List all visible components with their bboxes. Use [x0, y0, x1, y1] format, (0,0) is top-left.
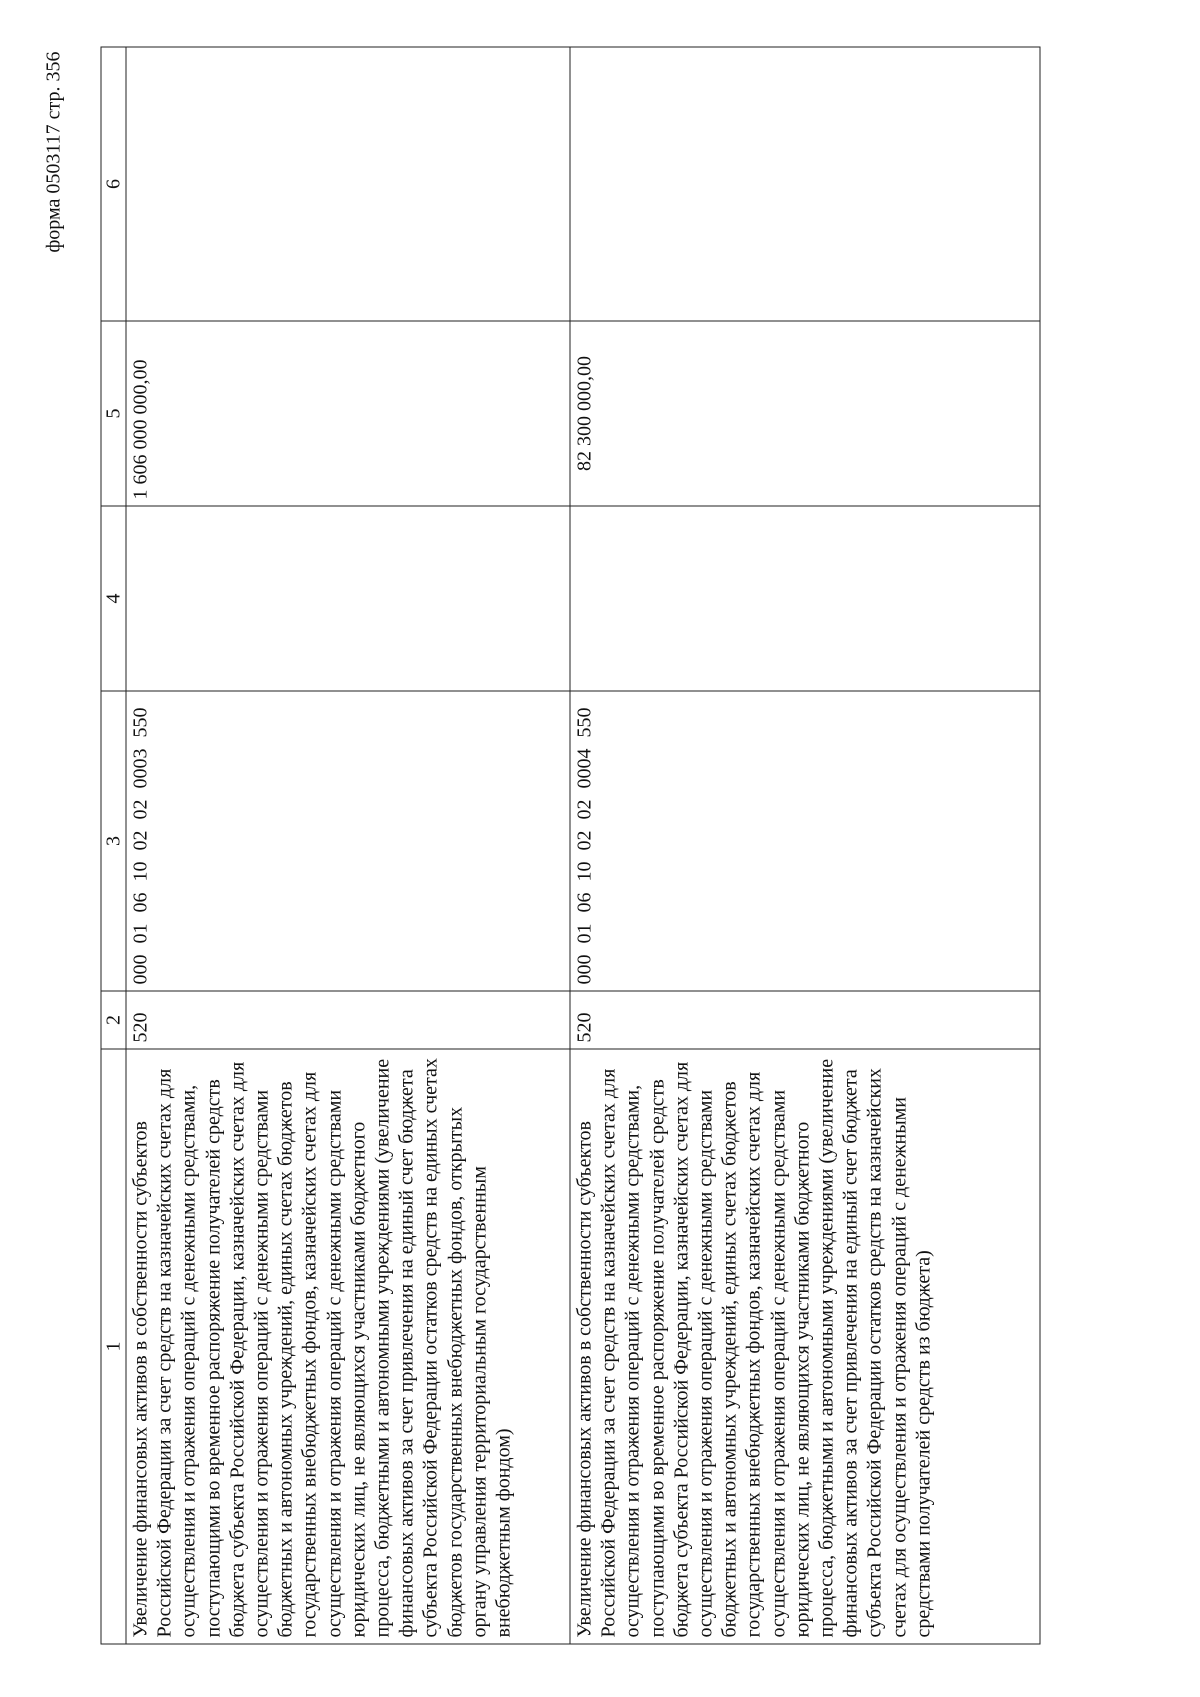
table-row — [570, 47, 1040, 1644]
row-col4-value — [126, 506, 570, 691]
column-header-5: 5 — [101, 321, 126, 506]
column-header-2: 2 — [101, 991, 126, 1049]
row-amount: 82 300 000,00 — [570, 321, 1040, 506]
row-budget-code: 000 01 06 10 02 02 0004 550 — [570, 691, 1040, 991]
column-header-3: 3 — [101, 691, 126, 991]
column-header-6: 6 — [101, 47, 126, 321]
form-reference: форма 0503117 стр. 356 — [42, 51, 65, 253]
row-line-code: 520 — [570, 991, 1040, 1049]
report-table — [101, 47, 1041, 1645]
rotated-sheet — [1, 0, 1200, 1697]
row-line-code: 520 — [126, 991, 570, 1049]
table-row — [126, 47, 570, 1644]
row-col6-value — [570, 47, 1040, 321]
column-header-1: 1 — [101, 1049, 126, 1644]
row-description: Увеличение финансовых активов в собственности субъектов Российской Федерации за счет средств на казначейских счетах для осуществления и отражения операций с денежными средствами, поступающими во временное распоряжение получателей средств бюджета субъекта Российской Федерации, казначейских счетах для осуществления и отражения операций с денежными средствами бюджетных и автономных учреждений, единых счетах бюджетов государственных внебюджетных фондов, казначейских счетах для осуществления и отражения операций с денежными средствами юридических лиц, не являющихся участниками бюджетного процесса, бюджетными и автономными учреждениями (увеличение финансовых активов за счет привлечения на единый счет бюджета субъекта Российской Федерации остатков средств на казначейских счетах для осуществления и отражения операций с денежными средствами получателей средств из бюджета) — [570, 1049, 1040, 1644]
row-col4-value — [570, 506, 1040, 691]
row-description: Увеличение финансовых активов в собственности субъектов Российской Федерации за счет средств на казначейских счетах для осуществления и отражения операций с денежными средствами, поступающими во временное распоряжение получателей средств бюджета субъекта Российской Федерации, казначейских счетах для осуществления и отражения операций с денежными средствами бюджетных и автономных учреждений, единых счетах бюджетов государственных внебюджетных фондов, казначейских счетах для осуществления и отражения операций с денежными средствами юридических лиц, не являющихся участниками бюджетного процесса, бюджетными и автономными учреждениями (увеличение финансовых активов за счет привлечения на единый счет бюджета субъекта Российской Федерации остатков средств на единых счетах бюджетов государственных внебюджетных фондов, открытых органу управления территориальным государственным внебюджетным фондом) — [126, 1049, 570, 1644]
column-header-row — [101, 47, 126, 1644]
column-header-4: 4 — [101, 506, 126, 691]
row-col6-value — [126, 47, 570, 321]
row-budget-code: 000 01 06 10 02 02 0003 550 — [126, 691, 570, 991]
row-amount: 1 606 000 000,00 — [126, 321, 570, 506]
